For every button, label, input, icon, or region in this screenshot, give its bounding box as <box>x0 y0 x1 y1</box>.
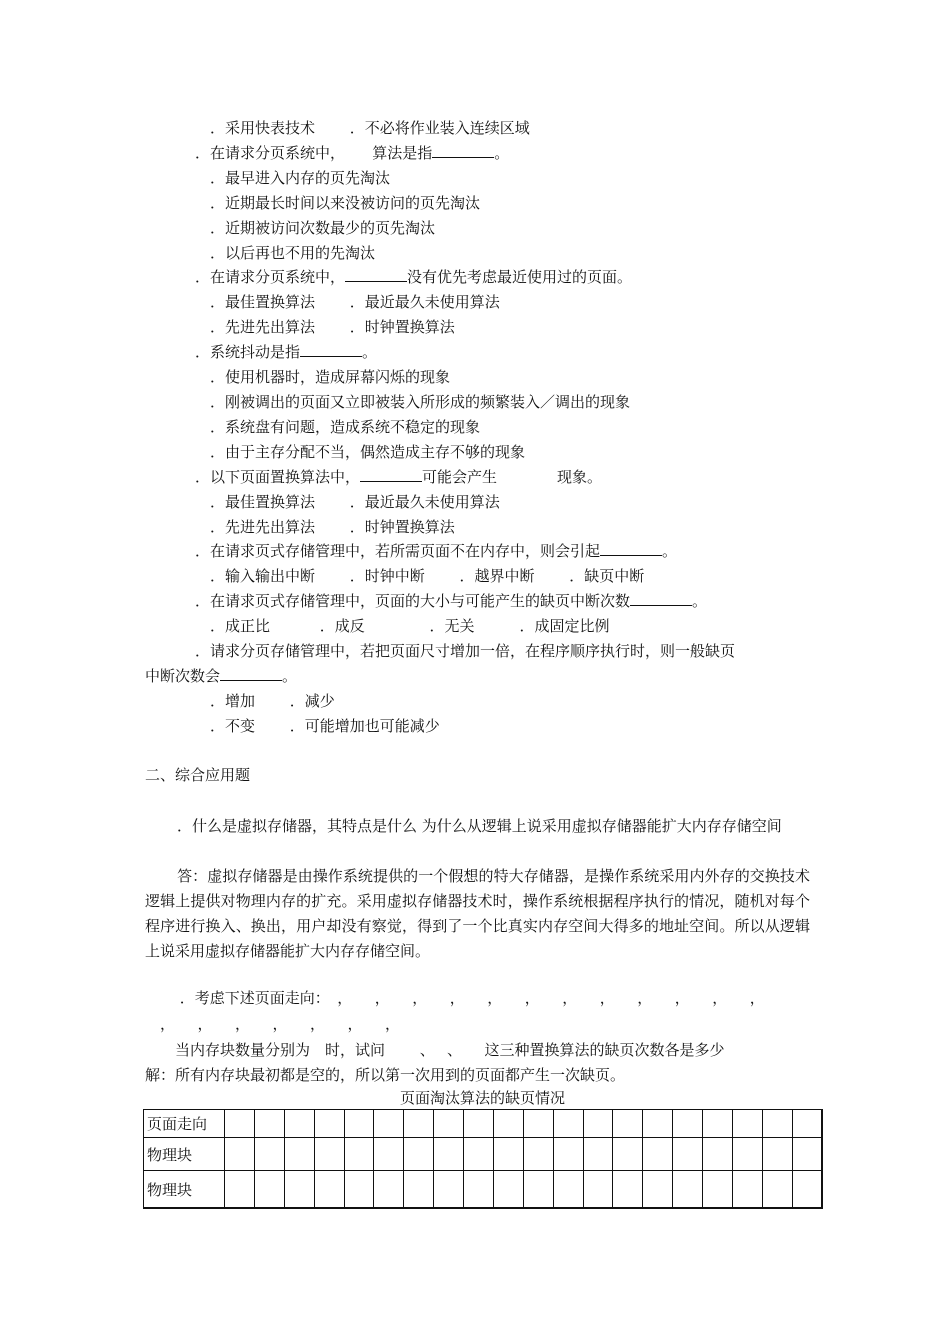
text-line <box>210 168 390 188</box>
answer-blank <box>220 666 282 681</box>
table-cell <box>613 1171 643 1208</box>
table-cell <box>673 1138 703 1171</box>
text-line <box>145 666 297 686</box>
row-header: 物理块 <box>144 1171 225 1208</box>
text-line <box>195 467 602 487</box>
text-line <box>195 342 377 362</box>
line-text-after: 。 <box>692 592 708 610</box>
table-cell <box>374 1138 404 1171</box>
table-cell <box>344 1138 374 1171</box>
line-text-after: 。 <box>494 144 510 162</box>
answer-blank <box>300 342 362 357</box>
table-cell <box>762 1138 792 1171</box>
table-cell <box>284 1171 314 1208</box>
table-cell <box>673 1171 703 1208</box>
table-cell <box>553 1110 583 1138</box>
line-text: ．考虑下述页面走向： ， ， ， ， ， ， ， ， ， ， ， ， <box>145 989 765 1007</box>
line-text: ．近期最长时间以来没被访问的页先淘汰 <box>210 194 481 212</box>
text-line <box>195 143 509 163</box>
table-cell <box>434 1138 464 1171</box>
text-line <box>210 566 644 586</box>
line-text: 当内存块数量分别为 时，试问 、 、 这三种置换算法的缺页次数各是多少 <box>145 1041 725 1059</box>
row-header: 物理块 <box>144 1138 225 1171</box>
table-cell <box>732 1138 762 1171</box>
table-cell <box>613 1110 643 1138</box>
text-line <box>210 442 525 462</box>
table-cell <box>254 1110 284 1138</box>
text-line <box>400 1088 565 1108</box>
line-text: ．最佳置换算法 ．最近最久未使用算法 <box>210 493 500 511</box>
text-line <box>195 591 707 611</box>
table-cell <box>404 1138 434 1171</box>
table-cell <box>225 1171 255 1208</box>
line-text: ．由于主存分配不当，偶然造成主存不够的现象 <box>210 443 526 461</box>
table-cell <box>553 1171 583 1208</box>
text-line <box>145 988 765 1008</box>
line-text: ．成正比 ．成反 ．无关 ．成固定比例 <box>210 617 610 635</box>
line-text: ．以后再也不用的先淘汰 <box>210 244 376 262</box>
line-text-after: 。 <box>282 667 298 685</box>
text-line <box>210 243 375 263</box>
table-cell <box>703 1171 733 1208</box>
table-cell <box>523 1110 553 1138</box>
answer-1-text: 答：虚拟存储器是由操作系统提供的一个假想的特大存储器，是操作系统采用内外存的交换技术逻辑上提供对物理内存的扩充。采用虚拟存储器技术时，操作系统根据程序执行的情况，随机对每个程序进行换入、换出，用户却没有察觉，得到了一个比真实内存空间大得多的地址空间。所以从逻辑上说采用虚拟存储器能扩大内存存储空间。 <box>145 867 810 960</box>
text-line <box>210 193 480 213</box>
answer-blank <box>630 591 692 606</box>
table-cell <box>225 1138 255 1171</box>
table-cell <box>464 1138 494 1171</box>
table-cell <box>792 1171 822 1208</box>
table-cell <box>523 1171 553 1208</box>
line-text-after: 。 <box>662 542 678 560</box>
table-cell <box>314 1171 344 1208</box>
table-cell <box>493 1110 523 1138</box>
text-line <box>210 218 435 238</box>
answer-blank <box>432 143 494 158</box>
text-line <box>210 118 530 138</box>
line-text: ．以下页面置换算法中， <box>195 468 361 486</box>
table-cell <box>643 1171 673 1208</box>
text-line <box>210 616 610 636</box>
line-text: ．使用机器时，造成屏幕闪烁的现象 <box>210 368 451 386</box>
line-text: 二、综合应用题 <box>145 766 251 784</box>
line-text: ．采用快表技术 ．不必将作业装入连续区域 <box>210 119 530 137</box>
line-text: ．在请求分页系统中， 算法是指 <box>195 144 433 162</box>
text-line <box>195 641 735 661</box>
line-text-after: 可能会产生 现象。 <box>422 468 603 486</box>
line-text: ．在请求页式存储管理中，若所需页面不在内存中，则会引起 <box>195 542 601 560</box>
line-text: 解：所有内存块最初都是空的，所以第一次用到的页面都产生一次缺页。 <box>145 1066 626 1084</box>
line-text: ．刚被调出的页面又立即被装入所形成的频繁装入／调出的现象 <box>210 393 631 411</box>
line-text: ．先进先出算法 ．时钟置换算法 <box>210 318 455 336</box>
table-cell <box>225 1110 255 1138</box>
text-line <box>145 1065 625 1085</box>
answer-blank <box>360 467 422 482</box>
table-cell <box>732 1171 762 1208</box>
table-cell <box>284 1110 314 1138</box>
table-cell <box>464 1171 494 1208</box>
table-cell <box>792 1110 822 1138</box>
table-cell <box>703 1110 733 1138</box>
table-cell <box>613 1138 643 1171</box>
text-line <box>210 716 440 736</box>
table-cell <box>762 1171 792 1208</box>
table-row <box>144 1110 823 1138</box>
text-line <box>195 267 632 287</box>
text-line <box>210 691 335 711</box>
table-cell <box>404 1110 434 1138</box>
line-text: ．不变 ．可能增加也可能减少 <box>210 717 440 735</box>
table-cell <box>404 1171 434 1208</box>
line-text: ．请求分页存储管理中，若把页面尺寸增加一倍，在程序顺序执行时，则一般缺页 <box>195 642 736 660</box>
table-cell <box>553 1138 583 1171</box>
table-cell <box>732 1110 762 1138</box>
line-text: ．系统抖动是指 <box>195 343 301 361</box>
table-cell <box>314 1138 344 1171</box>
text-line <box>195 541 677 561</box>
table-cell <box>464 1110 494 1138</box>
table-cell <box>792 1138 822 1171</box>
text-line <box>210 492 500 512</box>
table-cell <box>284 1138 314 1171</box>
table-cell <box>643 1110 673 1138</box>
text-line <box>210 517 455 537</box>
answer-blank <box>345 267 407 282</box>
table-cell <box>583 1138 613 1171</box>
text-line <box>210 417 480 437</box>
table-cell <box>314 1110 344 1138</box>
table-cell <box>434 1171 464 1208</box>
table-cell <box>254 1138 284 1171</box>
table-cell <box>344 1171 374 1208</box>
line-text: ．输入输出中断 ．时钟中断 ．越界中断 ．缺页中断 <box>210 567 645 585</box>
line-text-after: 。 <box>362 343 378 361</box>
table-cell <box>344 1110 374 1138</box>
table-cell <box>703 1138 733 1171</box>
question-1-text: ．什么是虚拟存储器，其特点是什么 为什么从逻辑上说采用虚拟存储器能扩大内存存储空间 <box>177 817 782 835</box>
line-text: 页面淘汰算法的缺页情况 <box>400 1089 566 1107</box>
table-row <box>144 1171 823 1208</box>
line-text: ， ， ， ， ， ， ， <box>145 1015 401 1033</box>
table-cell <box>583 1110 613 1138</box>
row-header: 页面走向 <box>144 1110 225 1138</box>
line-text: ．增加 ．减少 <box>210 692 335 710</box>
table-cell <box>673 1110 703 1138</box>
answer-1 <box>145 864 810 964</box>
line-text: ．在请求页式存储管理中，页面的大小与可能产生的缺页中断次数 <box>195 592 631 610</box>
text-line <box>145 765 250 785</box>
table-cell <box>583 1171 613 1208</box>
answer-blank <box>600 541 662 556</box>
text-line <box>145 1040 725 1060</box>
table-row <box>144 1138 823 1171</box>
line-text: ．最佳置换算法 ．最近最久未使用算法 <box>210 293 500 311</box>
line-text: 中断次数会 <box>145 667 221 685</box>
question-1 <box>145 814 810 839</box>
line-text: ．近期被访问次数最少的页先淘汰 <box>210 219 436 237</box>
text-line <box>210 367 450 387</box>
line-text: ．最早进入内存的页先淘汰 <box>210 169 391 187</box>
table-cell <box>374 1110 404 1138</box>
line-text-after: 没有优先考虑最近使用过的页面。 <box>407 268 633 286</box>
text-line <box>145 1014 400 1034</box>
table-cell <box>493 1171 523 1208</box>
table-cell <box>434 1110 464 1138</box>
text-line <box>210 317 455 337</box>
table-cell <box>254 1171 284 1208</box>
line-text: ．在请求分页系统中， <box>195 268 346 286</box>
table-cell <box>374 1171 404 1208</box>
table-cell <box>762 1110 792 1138</box>
table-cell <box>493 1138 523 1171</box>
line-text: ．先进先出算法 ．时钟置换算法 <box>210 518 455 536</box>
text-line <box>210 292 500 312</box>
table-cell <box>643 1138 673 1171</box>
page-fault-table <box>143 1109 823 1209</box>
table-cell <box>523 1138 553 1171</box>
line-text: ．系统盘有问题，造成系统不稳定的现象 <box>210 418 481 436</box>
text-line <box>210 392 630 412</box>
